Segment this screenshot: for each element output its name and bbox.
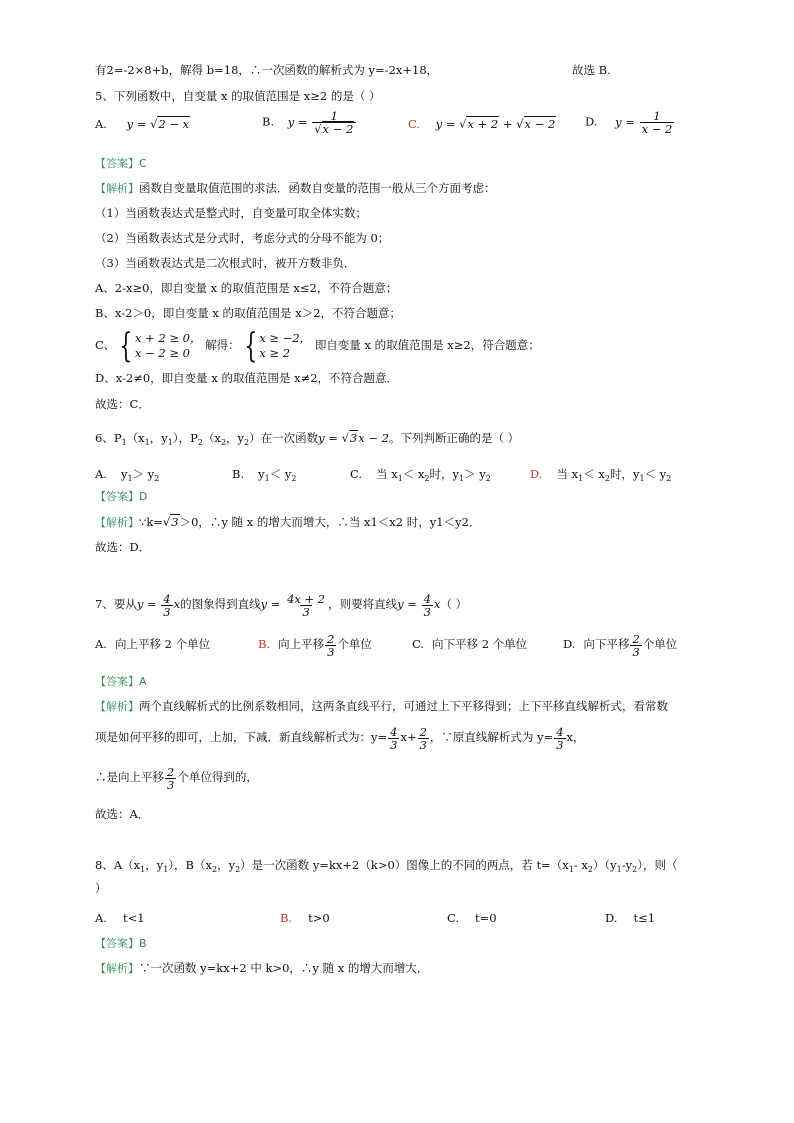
q5-option-c: C. y = √x + 2 + √x − 2 [408, 117, 556, 131]
q7-explanation: 【解析】两个直线解析式的比例系数相同，这两条直线平行，可通过上下平移得到；上下平移直线解析式，看常数 [95, 699, 668, 713]
q8-option-d: D. t≤1 [605, 911, 656, 925]
q7-option-a: A. 向上平移 2 个单位 [95, 637, 211, 651]
text-line: （3）当函数表达式是二次根式时，被开方数非负． [95, 256, 356, 270]
q6-option-b: B. $y_1< y_2$ [232, 467, 297, 483]
question-6-stem: 6、$P_1(x_1$，$y_1$），$P_2(x_2$，$y_2$）在一次函数y = √3x − 2。下列判断正确的是（ ） [95, 431, 520, 447]
text-line: B、x-2＞0，即自变量 x 的取值范围是 x＞2，不符合题意； [95, 306, 402, 320]
text-line: 故选：A． [95, 807, 150, 821]
q8-option-a: A. t<1 [95, 911, 145, 925]
question-8-stem: 8、$A(x_1$，$y_1$），$B(x_2$，$y_2$）是一次函数 y=kx+2（k>0）图像上的不同的两点，若 $t=(x_1-$ $x_2)(y_1-y_2)$，则（ [95, 858, 678, 874]
q6-answer: 【答案】D [95, 490, 148, 503]
text-line: 有2=-2×8+b，解得 b=18，∴一次函数的解析式为 y=-2x+18， [95, 63, 439, 77]
question-5-stem: 5、下列函数中，自变量 x 的取值范围是 x≥2 的是（ ） [95, 89, 381, 103]
text-line: D、x-2≠0，即自变量 x 的取值范围是 x≠2，不符合题意． [95, 371, 399, 385]
q6-option-d: D. 当 $x_1< x_2$时，$y_1< y_2$ [530, 467, 672, 483]
text-line: A、2-x≥0，即自变量 x 的取值范围是 x≤2，不符合题意； [95, 281, 398, 295]
text-line: 故选：C． [95, 397, 150, 411]
text-line: ） [95, 881, 107, 895]
q7-option-d: D. 向下平移 $\frac{2}{3}$ 个单位 [563, 631, 678, 659]
q5-answer: 【答案】C [95, 157, 147, 170]
q6-explanation: 【解析】∵k=√3＞0，∴y 随 x 的增大而增大，∴当 x1＜x2 时，y1＜y2． [95, 515, 481, 529]
text-line: 项是如何平移的即可，上加，下减．新直线解析式为：y= $\frac{4}{3}$ x+ $\frac{2}{3}$ ，∵原直线解析式为 y= $\frac{4}{3}$ x， [95, 724, 585, 752]
q7-answer: 【答案】A [95, 675, 147, 688]
q6-option-c: C. 当 $x_1< x_2$时，$y_1> y_2$ [350, 467, 491, 483]
q8-answer: 【答案】B [95, 937, 147, 950]
q7-option-b: B. 向上平移 $\frac{2}{3}$ 个单位 [258, 631, 372, 659]
q8-explanation: 【解析】∵一次函数 y=kx+2 中 k>0，∴y 随 x 的增大而增大． [95, 961, 429, 975]
text-line: （1）当函数表达式是整式时，自变量可取全体实数； [95, 206, 367, 220]
text-line: 故选：D． [95, 540, 151, 554]
q5-option-b: B. y = $\frac{1}{√x - 2}$ [262, 110, 357, 135]
q5-option-a: A. y = √2 − x [95, 117, 190, 131]
q5-system-of-inequalities: C、 { x + 2 ≥ 0， x − 2 ≥ 0 解得： { x ≥ −2， x ≥ 2 即自变量 x 的取值范围是 x≥2，符合题意； [95, 326, 540, 366]
q6-option-a: A. $y_1> y_2$ [95, 467, 160, 483]
q7-option-c: C. 向下平移 2 个单位 [412, 637, 528, 651]
q8-option-b: B. t>0 [280, 911, 330, 925]
q8-option-c: C. t=0 [447, 911, 497, 925]
q5-option-d: D. y = $\frac{1}{x - 2}$ [585, 109, 673, 136]
text-line: 故选 B. [572, 63, 611, 77]
text-line: （2）当函数表达式是分式时，考虑分式的分母不能为 0； [95, 231, 390, 245]
question-7-stem: 7、要从y = $\frac{4}{3}$ x的图象得到直线y = $\frac{4x + 2}{3}$ ，则要将直线y = $\frac{4}{3}$ x（ ） [95, 591, 468, 619]
text-line: ∴是向上平移 $\frac{2}{3}$ 个单位得到的， [95, 764, 258, 792]
q5-explanation: 【解析】函数自变量取值范围的求法．函数自变量的范围一般从三个方面考虑： [95, 181, 496, 195]
